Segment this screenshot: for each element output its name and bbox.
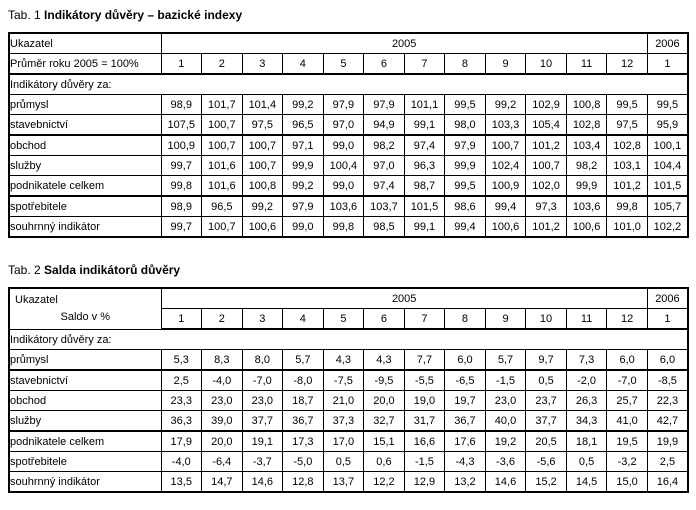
table2-body — [9, 329, 688, 492]
row-label: služby — [9, 156, 161, 176]
value-cell: 96,3 — [404, 156, 445, 176]
month-header-cell: 6 — [364, 309, 405, 330]
table1-title-text: Indikátory důvěry – bazické indexy — [44, 8, 243, 22]
value-cell: 98,5 — [364, 217, 405, 238]
month-header-cell-2006: 1 — [647, 54, 688, 75]
value-cell: 40,0 — [485, 411, 526, 432]
table-row — [9, 196, 688, 217]
value-cell: 0,5 — [323, 452, 364, 472]
row-label: průmysl — [9, 95, 161, 115]
value-cell: 97,4 — [364, 176, 405, 197]
value-cell: 14,6 — [485, 472, 526, 493]
row-label: souhrnný indikátor — [9, 217, 161, 238]
value-cell: 105,4 — [526, 115, 567, 136]
value-cell: 36,7 — [283, 411, 324, 432]
month-header-cell-2006: 1 — [647, 309, 688, 330]
value-cell: 99,0 — [283, 217, 324, 238]
value-cell: 20,0 — [364, 391, 405, 411]
value-cell: 99,2 — [485, 95, 526, 115]
value-cell: -3,6 — [485, 452, 526, 472]
value-cell: 99,8 — [607, 196, 648, 217]
value-cell: 14,5 — [566, 472, 607, 493]
value-cell: 6,0 — [647, 350, 688, 371]
value-cell: 32,7 — [364, 411, 405, 432]
value-cell: 13,7 — [323, 472, 364, 493]
value-cell: 100,6 — [485, 217, 526, 238]
section-label: Indikátory důvěry za: — [9, 329, 688, 350]
value-cell: 99,7 — [161, 217, 202, 238]
value-cell: 99,8 — [323, 217, 364, 238]
row-label: obchod — [9, 135, 161, 156]
value-cell: 100,7 — [526, 156, 567, 176]
value-cell: -4,0 — [202, 370, 243, 391]
value-cell: 99,2 — [283, 176, 324, 197]
value-cell: 100,7 — [202, 217, 243, 238]
value-cell: 99,1 — [404, 217, 445, 238]
value-cell: -4,0 — [161, 452, 202, 472]
value-cell: 104,4 — [647, 156, 688, 176]
section-row — [9, 329, 688, 350]
table1-header-year-2006: 2006 — [647, 33, 688, 54]
value-cell: 103,1 — [607, 156, 648, 176]
value-cell: 36,3 — [161, 411, 202, 432]
value-cell: 7,3 — [566, 350, 607, 371]
value-cell: 2,5 — [161, 370, 202, 391]
value-cell: 41,0 — [607, 411, 648, 432]
value-cell: 0,6 — [364, 452, 405, 472]
value-cell: 99,2 — [283, 95, 324, 115]
value-cell: 0,5 — [566, 452, 607, 472]
value-cell: 5,7 — [485, 350, 526, 371]
value-cell: 98,0 — [445, 115, 486, 136]
month-header-cell: 8 — [445, 54, 486, 75]
value-cell: 98,9 — [161, 95, 202, 115]
value-cell: 97,0 — [364, 156, 405, 176]
value-cell: 18,1 — [566, 431, 607, 452]
value-cell: 12,8 — [283, 472, 324, 493]
value-cell: 99,9 — [566, 176, 607, 197]
table1-title-prefix: Tab. 1 — [8, 8, 41, 22]
row-label: průmysl — [9, 350, 161, 371]
value-cell: 107,5 — [161, 115, 202, 136]
table2-header-year-2006: 2006 — [647, 288, 688, 309]
value-cell: 101,2 — [526, 135, 567, 156]
value-cell: 100,7 — [202, 115, 243, 136]
table-row — [9, 391, 688, 411]
value-cell: 99,5 — [445, 176, 486, 197]
value-cell: 19,0 — [404, 391, 445, 411]
table-row — [9, 156, 688, 176]
value-cell: -6,5 — [445, 370, 486, 391]
value-cell: -7,0 — [242, 370, 283, 391]
value-cell: 101,0 — [607, 217, 648, 238]
row-label: služby — [9, 411, 161, 432]
value-cell: 100,9 — [161, 135, 202, 156]
value-cell: 103,6 — [566, 196, 607, 217]
value-cell: 97,9 — [364, 95, 405, 115]
value-cell: 105,7 — [647, 196, 688, 217]
value-cell: -3,7 — [242, 452, 283, 472]
table1-header-ukazatel: Ukazatel — [9, 33, 161, 54]
month-header-cell: 10 — [526, 309, 567, 330]
value-cell: 99,4 — [485, 196, 526, 217]
value-cell: 100,7 — [242, 135, 283, 156]
value-cell: 19,7 — [445, 391, 486, 411]
month-header-cell: 1 — [161, 309, 202, 330]
value-cell: 8,3 — [202, 350, 243, 371]
value-cell: 97,0 — [323, 115, 364, 136]
value-cell: 101,6 — [202, 156, 243, 176]
table1-body — [9, 74, 688, 237]
value-cell: 23,7 — [526, 391, 567, 411]
value-cell: 20,0 — [202, 431, 243, 452]
month-header-cell: 5 — [323, 54, 364, 75]
month-header-cell: 4 — [283, 309, 324, 330]
value-cell: -7,5 — [323, 370, 364, 391]
value-cell: 7,7 — [404, 350, 445, 371]
month-header-cell: 11 — [566, 309, 607, 330]
table2-header-saldo: Saldo v % — [60, 311, 111, 324]
value-cell: 22,3 — [647, 391, 688, 411]
row-label: spotřebitele — [9, 196, 161, 217]
value-cell: -4,3 — [445, 452, 486, 472]
month-header-cell: 9 — [485, 309, 526, 330]
value-cell: 100,6 — [242, 217, 283, 238]
table-row — [9, 350, 688, 371]
value-cell: 98,6 — [445, 196, 486, 217]
value-cell: 102,4 — [485, 156, 526, 176]
value-cell: -1,5 — [404, 452, 445, 472]
table1-header-average: Průměr roku 2005 = 100% — [9, 54, 161, 75]
value-cell: 16,4 — [647, 472, 688, 493]
value-cell: 99,0 — [323, 176, 364, 197]
value-cell: 101,5 — [647, 176, 688, 197]
value-cell: 99,9 — [445, 156, 486, 176]
value-cell: 99,5 — [607, 95, 648, 115]
value-cell: -8,5 — [647, 370, 688, 391]
value-cell: 102,8 — [566, 115, 607, 136]
table2-confidence-balances — [8, 287, 689, 493]
value-cell: 23,3 — [161, 391, 202, 411]
month-header-cell: 3 — [242, 54, 283, 75]
value-cell: 99,7 — [161, 156, 202, 176]
row-label: souhrnný indikátor — [9, 472, 161, 493]
value-cell: 101,6 — [202, 176, 243, 197]
value-cell: 4,3 — [323, 350, 364, 371]
table2-year-row — [9, 288, 688, 309]
month-header-cell: 1 — [161, 54, 202, 75]
table2-header-ukazatel: Ukazatel — [15, 294, 58, 307]
value-cell: 19,1 — [242, 431, 283, 452]
value-cell: 100,7 — [202, 135, 243, 156]
table-row — [9, 431, 688, 452]
value-cell: 8,0 — [242, 350, 283, 371]
table-row — [9, 115, 688, 136]
value-cell: 95,9 — [647, 115, 688, 136]
value-cell: 42,7 — [647, 411, 688, 432]
value-cell: 98,7 — [404, 176, 445, 197]
value-cell: 97,1 — [283, 135, 324, 156]
value-cell: 20,5 — [526, 431, 567, 452]
value-cell: 102,9 — [526, 95, 567, 115]
table-row — [9, 217, 688, 238]
value-cell: 26,3 — [566, 391, 607, 411]
value-cell: 97,3 — [526, 196, 567, 217]
value-cell: 37,3 — [323, 411, 364, 432]
value-cell: 14,6 — [242, 472, 283, 493]
spacer — [8, 238, 688, 263]
value-cell: 15,1 — [364, 431, 405, 452]
value-cell: 99,0 — [323, 135, 364, 156]
value-cell: 99,8 — [161, 176, 202, 197]
value-cell: 6,0 — [445, 350, 486, 371]
section-row — [9, 74, 688, 95]
value-cell: 17,9 — [161, 431, 202, 452]
table1-months-row — [9, 54, 688, 75]
value-cell: 0,5 — [526, 370, 567, 391]
month-header-cell: 2 — [202, 54, 243, 75]
value-cell: 2,5 — [647, 452, 688, 472]
month-header-cell: 7 — [404, 309, 445, 330]
value-cell: 102,8 — [607, 135, 648, 156]
value-cell: 17,3 — [283, 431, 324, 452]
value-cell: -5,5 — [404, 370, 445, 391]
row-label: stavebnictví — [9, 370, 161, 391]
value-cell: 19,9 — [647, 431, 688, 452]
value-cell: 101,4 — [242, 95, 283, 115]
month-header-cell: 4 — [283, 54, 324, 75]
value-cell: 103,7 — [364, 196, 405, 217]
table1-header-year-2005: 2005 — [161, 33, 647, 54]
value-cell: 36,7 — [445, 411, 486, 432]
value-cell: 12,9 — [404, 472, 445, 493]
table2-title-prefix: Tab. 2 — [8, 263, 41, 277]
value-cell: 98,2 — [566, 156, 607, 176]
table2-header-ukazatel-saldo — [9, 288, 161, 329]
value-cell: -8,0 — [283, 370, 324, 391]
table-row — [9, 95, 688, 115]
month-header-cell: 12 — [607, 54, 648, 75]
value-cell: 6,0 — [607, 350, 648, 371]
value-cell: -3,2 — [607, 452, 648, 472]
value-cell: 103,6 — [323, 196, 364, 217]
value-cell: 19,2 — [485, 431, 526, 452]
value-cell: 37,7 — [526, 411, 567, 432]
value-cell: 98,2 — [364, 135, 405, 156]
value-cell: -7,0 — [607, 370, 648, 391]
value-cell: 23,0 — [202, 391, 243, 411]
table2-title — [8, 263, 688, 277]
value-cell: -6,4 — [202, 452, 243, 472]
value-cell: 102,0 — [526, 176, 567, 197]
month-header-cell: 6 — [364, 54, 405, 75]
value-cell: 15,0 — [607, 472, 648, 493]
value-cell: 99,5 — [445, 95, 486, 115]
value-cell: 101,2 — [607, 176, 648, 197]
value-cell: 97,9 — [283, 196, 324, 217]
value-cell: 12,2 — [364, 472, 405, 493]
value-cell: 99,9 — [283, 156, 324, 176]
row-label: stavebnictví — [9, 115, 161, 136]
value-cell: 101,1 — [404, 95, 445, 115]
month-header-cell: 9 — [485, 54, 526, 75]
value-cell: 100,1 — [647, 135, 688, 156]
value-cell: 16,6 — [404, 431, 445, 452]
value-cell: 102,2 — [647, 217, 688, 238]
value-cell: 99,1 — [404, 115, 445, 136]
value-cell: 14,7 — [202, 472, 243, 493]
row-label: podnikatele celkem — [9, 431, 161, 452]
value-cell: 100,4 — [323, 156, 364, 176]
value-cell: 103,3 — [485, 115, 526, 136]
value-cell: 13,2 — [445, 472, 486, 493]
value-cell: 101,7 — [202, 95, 243, 115]
table1-confidence-indices — [8, 32, 689, 238]
value-cell: 96,5 — [283, 115, 324, 136]
value-cell: 18,7 — [283, 391, 324, 411]
month-header-cell: 5 — [323, 309, 364, 330]
value-cell: 101,5 — [404, 196, 445, 217]
value-cell: 23,0 — [242, 391, 283, 411]
value-cell: 13,5 — [161, 472, 202, 493]
table-row — [9, 452, 688, 472]
month-header-cell: 7 — [404, 54, 445, 75]
value-cell: 100,9 — [485, 176, 526, 197]
value-cell: -5,6 — [526, 452, 567, 472]
value-cell: 17,0 — [323, 431, 364, 452]
value-cell: 21,0 — [323, 391, 364, 411]
value-cell: 100,8 — [566, 95, 607, 115]
value-cell: -5,0 — [283, 452, 324, 472]
value-cell: 97,5 — [242, 115, 283, 136]
value-cell: -9,5 — [364, 370, 405, 391]
value-cell: 99,2 — [242, 196, 283, 217]
table-row — [9, 176, 688, 197]
table2-header-year-2005: 2005 — [161, 288, 647, 309]
value-cell: 17,6 — [445, 431, 486, 452]
table1-title — [8, 8, 688, 22]
month-header-cell: 11 — [566, 54, 607, 75]
value-cell: 4,3 — [364, 350, 405, 371]
value-cell: 31,7 — [404, 411, 445, 432]
value-cell: 19,5 — [607, 431, 648, 452]
value-cell: 97,4 — [404, 135, 445, 156]
month-header-cell: 2 — [202, 309, 243, 330]
value-cell: 37,7 — [242, 411, 283, 432]
value-cell: 99,5 — [647, 95, 688, 115]
value-cell: 100,7 — [242, 156, 283, 176]
value-cell: -2,0 — [566, 370, 607, 391]
value-cell: 99,4 — [445, 217, 486, 238]
table-row — [9, 370, 688, 391]
month-header-cell: 10 — [526, 54, 567, 75]
value-cell: 100,8 — [242, 176, 283, 197]
value-cell: 98,9 — [161, 196, 202, 217]
row-label: spotřebitele — [9, 452, 161, 472]
value-cell: 9,7 — [526, 350, 567, 371]
section-label: Indikátory důvěry za: — [9, 74, 688, 95]
value-cell: 25,7 — [607, 391, 648, 411]
value-cell: 34,3 — [566, 411, 607, 432]
value-cell: 101,2 — [526, 217, 567, 238]
month-header-cell: 8 — [445, 309, 486, 330]
value-cell: 103,4 — [566, 135, 607, 156]
value-cell: 5,7 — [283, 350, 324, 371]
value-cell: 100,6 — [566, 217, 607, 238]
value-cell: 100,7 — [485, 135, 526, 156]
table-row — [9, 472, 688, 493]
table-row — [9, 411, 688, 432]
value-cell: 39,0 — [202, 411, 243, 432]
value-cell: 96,5 — [202, 196, 243, 217]
value-cell: 5,3 — [161, 350, 202, 371]
month-header-cell: 12 — [607, 309, 648, 330]
value-cell: 97,9 — [445, 135, 486, 156]
row-label: obchod — [9, 391, 161, 411]
table1-year-row — [9, 33, 688, 54]
table2-title-text: Salda indikátorů důvěry — [44, 263, 181, 277]
month-header-cell: 3 — [242, 309, 283, 330]
value-cell: 23,0 — [485, 391, 526, 411]
value-cell: -1,5 — [485, 370, 526, 391]
value-cell: 97,5 — [607, 115, 648, 136]
table-row — [9, 135, 688, 156]
row-label: podnikatele celkem — [9, 176, 161, 197]
value-cell: 15,2 — [526, 472, 567, 493]
value-cell: 97,9 — [323, 95, 364, 115]
value-cell: 94,9 — [364, 115, 405, 136]
